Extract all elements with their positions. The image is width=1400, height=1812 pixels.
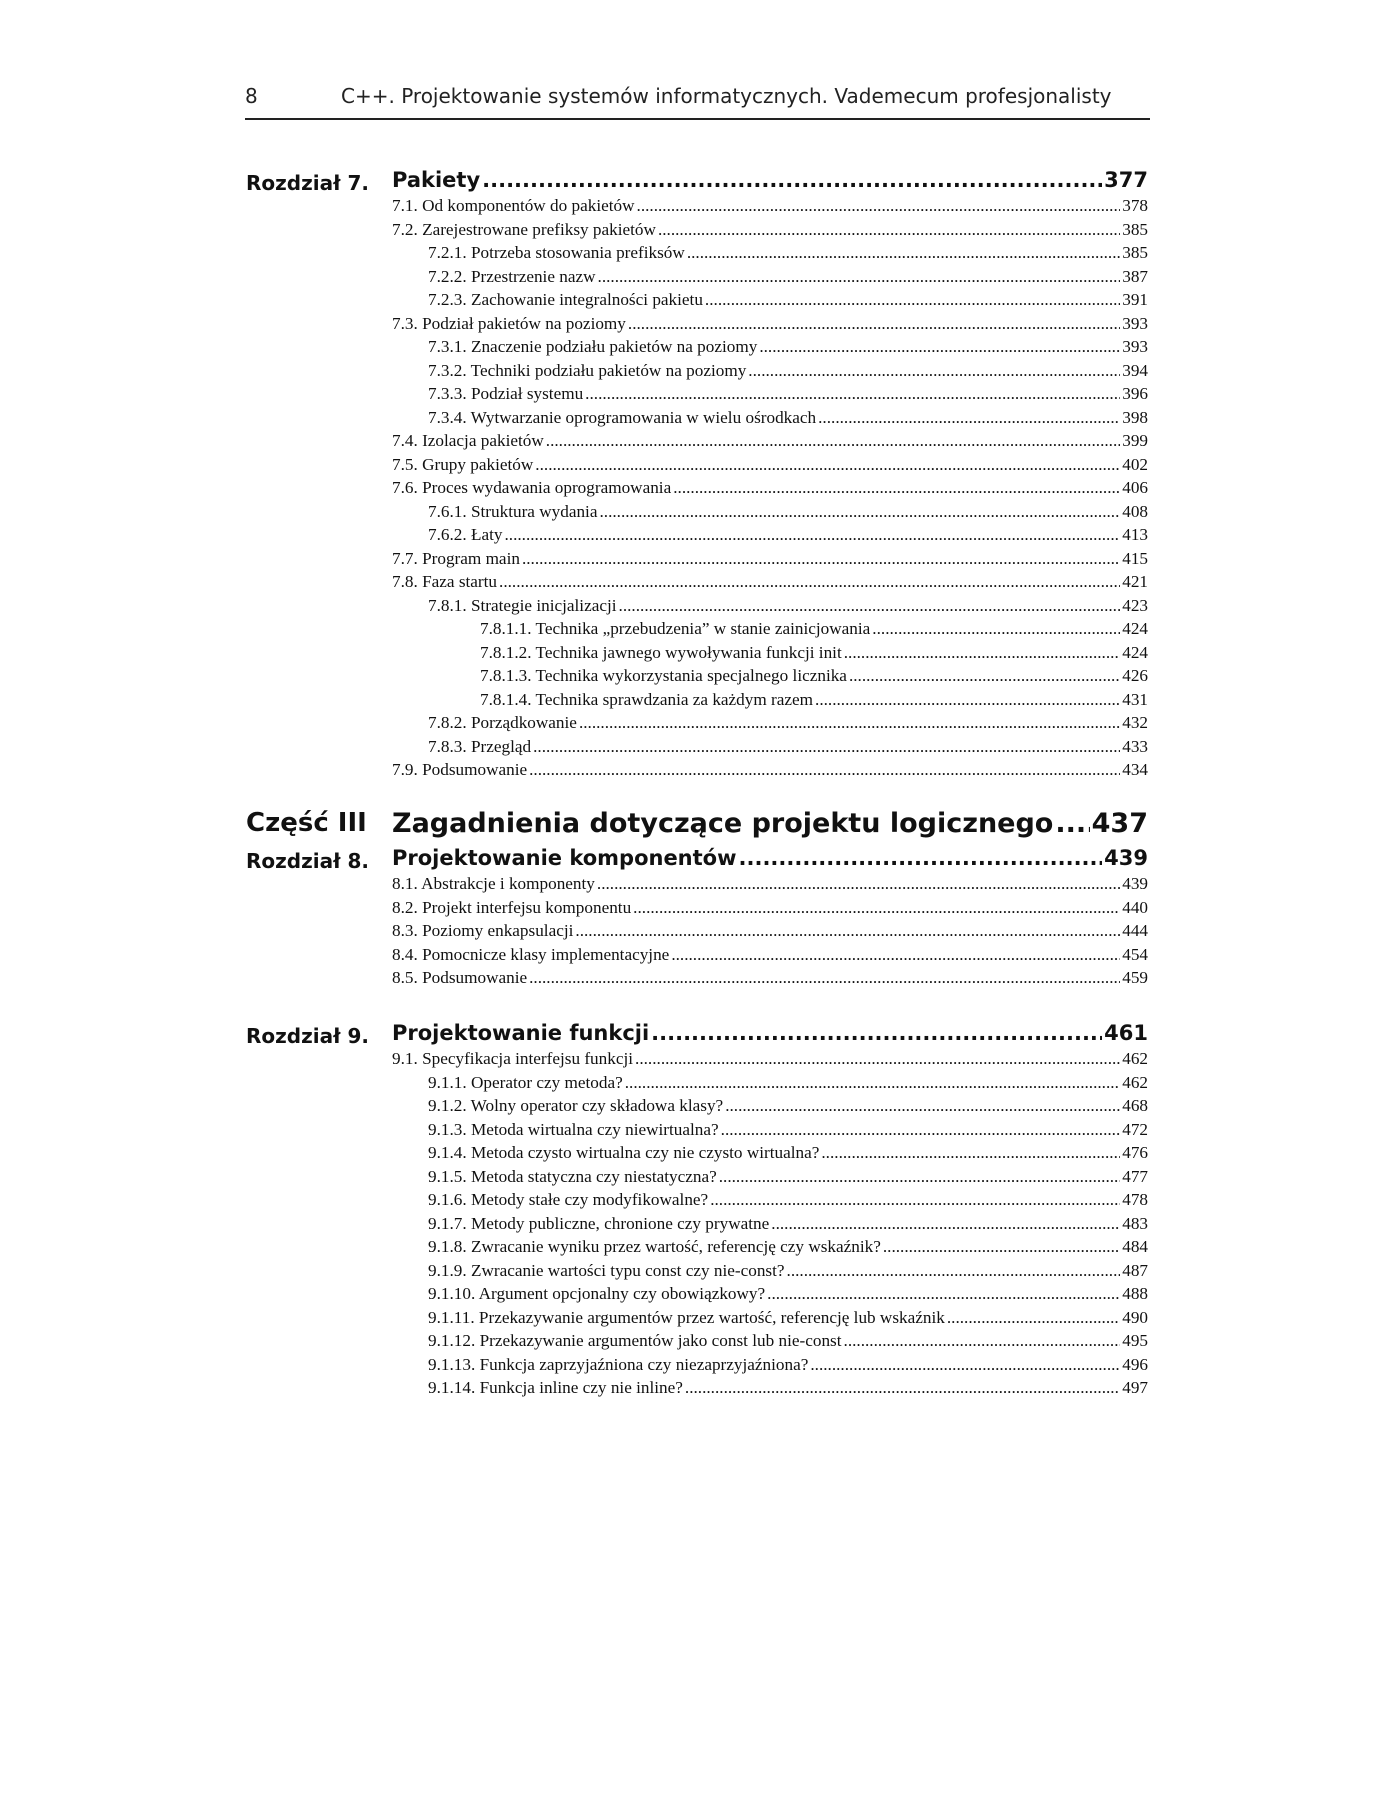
toc-entry-page: 402 [1122, 454, 1148, 474]
toc-entry [392, 760, 1148, 783]
toc-entry-page: 497 [1122, 1378, 1148, 1397]
dot-leader [725, 1096, 1120, 1116]
toc-entry [428, 1355, 1148, 1378]
toc-entry-title: 7.7. Program main [392, 548, 520, 568]
toc-entry-page: 433 [1122, 736, 1148, 756]
chapter-heading [392, 1021, 1148, 1049]
toc-entry-page: 495 [1122, 1331, 1148, 1350]
toc-entry [428, 1120, 1148, 1143]
toc-entry-title: 7.3.2. Techniki podziału pakietów na poziomy [428, 360, 747, 380]
part-label: Część III [246, 808, 367, 838]
toc-entry [428, 1167, 1148, 1190]
dot-leader [499, 572, 1120, 592]
dot-leader [628, 314, 1120, 334]
dot-leader [759, 337, 1120, 357]
dot-leader [810, 1355, 1120, 1375]
toc-entry [428, 1284, 1148, 1307]
dot-leader [504, 525, 1120, 545]
chapter-label: Rozdział 8. [246, 849, 369, 873]
toc-entry-page: 393 [1122, 337, 1148, 356]
dot-leader [719, 1167, 1120, 1187]
toc-entry [392, 220, 1148, 243]
toc-entry-page: 421 [1122, 572, 1148, 591]
toc-entry-title: 9.1.5. Metoda statyczna czy niestatyczna? [428, 1166, 717, 1186]
toc-entry-title: 9.1.12. Przekazywanie argumentów jako const lub nie-const [428, 1331, 842, 1350]
toc-entry [392, 455, 1148, 478]
toc-entry [428, 1143, 1148, 1166]
dot-leader [546, 431, 1120, 451]
dot-leader [815, 690, 1120, 710]
dot-leader [529, 760, 1120, 780]
toc-entry-page: 439 [1104, 846, 1148, 870]
toc-entry-page: 378 [1122, 196, 1148, 215]
dot-leader [599, 502, 1120, 522]
dot-leader [872, 619, 1120, 639]
toc-entry-page: 468 [1122, 1096, 1148, 1115]
dot-leader [535, 455, 1120, 475]
toc-entry-page: 423 [1122, 595, 1148, 615]
dot-leader [771, 1214, 1120, 1234]
toc-entry [428, 337, 1148, 360]
toc-entry-title: Pakiety [392, 168, 481, 192]
book-title: C++. Projektowanie systemów informatycznych. Vademecum profesjonalisty [341, 84, 1112, 108]
toc-entry-title: 9.1.10. Argument opcjonalny czy obowiązkowy? [428, 1284, 766, 1303]
toc-entry-title: Projektowanie komponentów [392, 846, 737, 870]
toc-entry-page: 477 [1122, 1166, 1148, 1186]
toc-entry-title: 7.2. Zarejestrowane prefiksy pakietów [392, 219, 656, 239]
toc-entry [392, 921, 1148, 944]
toc-entry-title: 7.8. Faza startu [392, 572, 498, 591]
dot-leader [533, 737, 1120, 757]
toc-entry-title: 7.8.1. Strategie inicjalizacji [428, 595, 617, 615]
toc-entry-title: 9.1.4. Metoda czysto wirtualna czy nie czysto wirtualna? [428, 1143, 820, 1162]
dot-leader [787, 1261, 1121, 1281]
toc-entry-page: 413 [1122, 525, 1148, 544]
toc-entry-title: 7.4. Izolacja pakietów [392, 431, 544, 450]
dot-leader [705, 290, 1120, 310]
chapter-label: Rozdział 7. [246, 171, 369, 195]
dot-leader [687, 243, 1120, 263]
dot-leader [625, 1073, 1121, 1093]
toc-entry-title: 7.8.1.3. Technika wykorzystania specjalnego licznika [480, 666, 847, 685]
dot-leader [947, 1308, 1120, 1328]
toc-entry-page: 487 [1122, 1260, 1148, 1280]
toc-entry [392, 572, 1148, 595]
toc-entry-title: 7.5. Grupy pakietów [392, 454, 534, 474]
toc-entry-page: 483 [1122, 1213, 1148, 1233]
toc-entry [480, 666, 1148, 689]
toc-entry-title: 7.8.1.2. Technika jawnego wywoływania funkcji init [480, 642, 842, 662]
toc-entry-title: 9.1.13. Funkcja zaprzyjaźniona czy niezaprzyjaźniona? [428, 1354, 809, 1374]
toc-entry [428, 243, 1148, 266]
toc-entry [392, 968, 1148, 991]
dot-leader [685, 1378, 1120, 1398]
toc-entry-title: 7.2.1. Potrzeba stosowania prefiksów [428, 243, 685, 262]
toc-entry-page: 385 [1122, 243, 1148, 262]
toc-entry-title: 7.8.1.4. Technika sprawdzania za każdym razem [480, 689, 814, 709]
toc-entry-page: 490 [1122, 1307, 1148, 1327]
dot-leader [598, 267, 1121, 287]
dot-leader [671, 945, 1120, 965]
toc-entry-title: 7.8.2. Porządkowanie [428, 713, 577, 732]
dot-leader [883, 1237, 1120, 1257]
toc-entry [392, 196, 1148, 219]
toc-entry-page: 496 [1122, 1354, 1148, 1374]
dot-leader [579, 713, 1120, 733]
toc-entry [428, 596, 1148, 619]
dot-leader [721, 1120, 1121, 1140]
toc-entry [392, 898, 1148, 921]
toc-entry-title: 7.8.1.1. Technika „przebudzenia” w stanie zainicjowania [480, 619, 871, 638]
toc-entry-title: 7.3. Podział pakietów na poziomy [392, 313, 626, 333]
chapter-label: Rozdział 9. [246, 1024, 369, 1048]
toc-entry-title: 7.2.3. Zachowanie integralności pakietu [428, 290, 703, 309]
toc-entry-page: 437 [1091, 808, 1148, 839]
toc-entry [428, 1378, 1148, 1401]
toc-entry-title: 9.1.8. Zwracanie wyniku przez wartość, referencję czy wskaźnik? [428, 1237, 881, 1256]
toc-entry-page: 462 [1122, 1072, 1148, 1092]
toc-entry-title: 7.8.3. Przegląd [428, 736, 532, 756]
toc-entry-title: 9.1.6. Metody stałe czy modyfikowalne? [428, 1190, 709, 1209]
toc-entry-title: 7.6.1. Struktura wydania [428, 501, 598, 521]
toc-entry [428, 1073, 1148, 1096]
toc-entry [428, 713, 1148, 736]
toc-entry-title: 9.1.7. Metody publiczne, chronione czy prywatne [428, 1213, 770, 1233]
toc-entry [392, 549, 1148, 572]
dot-leader [633, 898, 1120, 918]
toc-entry [428, 502, 1148, 525]
toc-entry-page: 459 [1122, 968, 1148, 987]
toc-entry-page: 391 [1122, 290, 1148, 309]
running-header [245, 82, 1150, 120]
toc-entry [480, 690, 1148, 713]
toc-entry-page: 484 [1122, 1237, 1148, 1256]
toc-entry-title: 8.3. Poziomy enkapsulacji [392, 921, 574, 940]
toc-entry-title: Projektowanie funkcji [392, 1021, 650, 1045]
toc-entry-page: 394 [1122, 360, 1148, 380]
toc-entry-page: 432 [1122, 713, 1148, 732]
toc-entry-page: 424 [1122, 642, 1148, 662]
toc-entry-title: 8.4. Pomocnicze klasy implementacyjne [392, 944, 670, 964]
toc-entry-page: 439 [1122, 874, 1148, 893]
toc-entry-title: 9.1.9. Zwracanie wartości typu const czy nie-const? [428, 1260, 785, 1280]
toc-entry-page: 377 [1104, 168, 1148, 192]
dot-leader [748, 361, 1120, 381]
chapter-heading [392, 168, 1148, 196]
toc-entry-page: 461 [1104, 1021, 1148, 1045]
toc-entry-title: 7.6.2. Łaty [428, 525, 503, 544]
part-heading [392, 808, 1148, 844]
toc-entry-page: 385 [1122, 219, 1148, 239]
toc-entry [392, 478, 1148, 501]
dot-leader [585, 384, 1120, 404]
toc-entry-page: 472 [1122, 1119, 1148, 1139]
toc-entry-title: 8.1. Abstrakcje i komponenty [392, 874, 595, 893]
toc-entry-page: 399 [1122, 431, 1148, 450]
toc-entry [480, 619, 1148, 642]
toc-entry-page: 398 [1122, 407, 1148, 427]
toc-entry [428, 267, 1148, 290]
toc-entry-title: 7.1. Od komponentów do pakietów [392, 196, 635, 215]
toc-entry-title: 8.5. Podsumowanie [392, 968, 528, 987]
toc-entry-title: 9.1. Specyfikacja interfejsu funkcji [392, 1049, 634, 1068]
toc-entry [428, 1096, 1148, 1119]
toc-entry-page: 476 [1122, 1143, 1148, 1162]
dot-leader [739, 846, 1103, 870]
dot-leader [482, 168, 1102, 192]
dot-leader [767, 1284, 1120, 1304]
dot-leader [635, 1049, 1120, 1069]
toc-entry-page: 434 [1122, 760, 1148, 779]
toc-entry-page: 408 [1122, 501, 1148, 521]
toc-entry-page: 393 [1122, 313, 1148, 333]
dot-leader [849, 666, 1120, 686]
toc-entry-page: 426 [1122, 666, 1148, 685]
toc-entry [392, 945, 1148, 968]
toc-entry [480, 643, 1148, 666]
dot-leader [658, 220, 1120, 240]
toc-entry-page: 396 [1122, 384, 1148, 403]
dot-leader [710, 1190, 1120, 1210]
chapter-heading [392, 846, 1148, 874]
toc-entry-page: 462 [1122, 1049, 1148, 1068]
toc-entry-page: 444 [1122, 921, 1148, 940]
toc-entry [428, 408, 1148, 431]
dot-leader [821, 1143, 1120, 1163]
toc-entry-title: 9.1.2. Wolny operator czy składowa klasy? [428, 1096, 724, 1115]
toc-entry [428, 737, 1148, 760]
page-number: 8 [245, 84, 258, 108]
toc-entry-page: 478 [1122, 1190, 1148, 1209]
dot-leader [619, 596, 1121, 616]
toc-entry-title: 7.3.4. Wytwarzanie oprogramowania w wielu ośrodkach [428, 407, 817, 427]
dot-leader [818, 408, 1120, 428]
toc-entry-title: Zagadnienia dotyczące projektu logicznego [392, 808, 1054, 839]
toc-entry [428, 1190, 1148, 1213]
toc-entry [428, 1331, 1148, 1354]
toc-entry-title: 9.1.14. Funkcja inline czy nie inline? [428, 1378, 683, 1397]
dot-leader [529, 968, 1120, 988]
toc-entry-page: 406 [1122, 478, 1148, 497]
toc-entry [392, 431, 1148, 454]
dot-leader [1055, 808, 1089, 839]
toc-entry-title: 7.3.1. Znaczenie podziału pakietów na poziomy [428, 337, 758, 356]
toc-entry [428, 384, 1148, 407]
toc-entry-title: 9.1.3. Metoda wirtualna czy niewirtualna? [428, 1119, 719, 1139]
dot-leader [597, 874, 1120, 894]
toc-entry-page: 387 [1122, 266, 1148, 286]
dot-leader [651, 1021, 1102, 1045]
toc-entry-page: 415 [1122, 548, 1148, 568]
toc-entry [428, 1308, 1148, 1331]
toc-entry-title: 7.3.3. Podział systemu [428, 384, 584, 403]
toc-entry-page: 424 [1122, 619, 1148, 638]
dot-leader [673, 478, 1120, 498]
dot-leader [844, 1331, 1121, 1351]
toc-entry-page: 454 [1122, 944, 1148, 964]
toc-entry [392, 874, 1148, 897]
toc-entry-title: 9.1.11. Przekazywanie argumentów przez wartość, referencję lub wskaźnik [428, 1307, 945, 1327]
dot-leader [844, 643, 1120, 663]
toc-entry [428, 525, 1148, 548]
toc-entry-page: 431 [1122, 689, 1148, 709]
toc-entry [428, 1237, 1148, 1260]
toc-entry [428, 1261, 1148, 1284]
toc-entry-page: 488 [1122, 1284, 1148, 1303]
toc-entry-title: 7.6. Proces wydawania oprogramowania [392, 478, 672, 497]
toc-entry [392, 314, 1148, 337]
toc-entry-title: 7.9. Podsumowanie [392, 760, 528, 779]
toc-entry [392, 1049, 1148, 1072]
toc-entry-title: 8.2. Projekt interfejsu komponentu [392, 897, 632, 917]
toc-entry-page: 440 [1122, 897, 1148, 917]
dot-leader [575, 921, 1120, 941]
dot-leader [637, 196, 1121, 216]
toc-entry-title: 9.1.1. Operator czy metoda? [428, 1072, 623, 1092]
toc-entry [428, 361, 1148, 384]
toc-entry [428, 290, 1148, 313]
toc-entry-title: 7.2.2. Przestrzenie nazw [428, 266, 596, 286]
dot-leader [522, 549, 1120, 569]
toc-entry [428, 1214, 1148, 1237]
